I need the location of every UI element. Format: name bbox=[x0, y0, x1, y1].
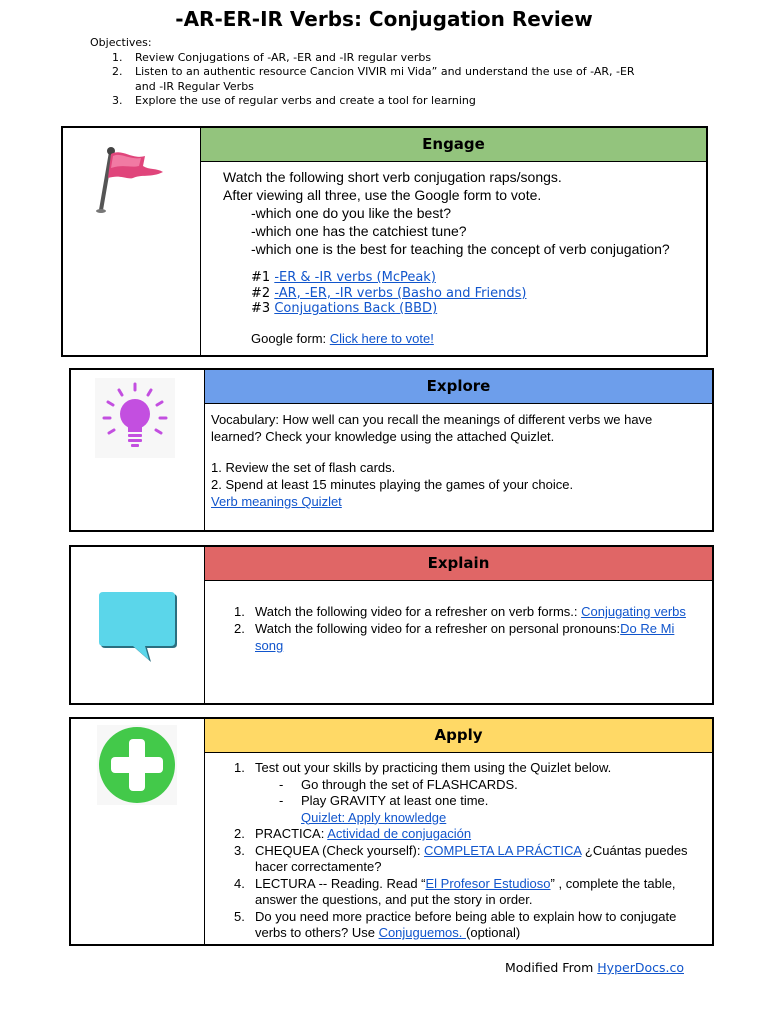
explain-icon-cell bbox=[71, 547, 205, 703]
apply-header: Apply bbox=[205, 719, 712, 753]
video-link-mcpeak[interactable]: -ER & -IR verbs (McPeak) bbox=[274, 270, 436, 285]
apply-subitem: - Play GRAVITY at least one time. bbox=[279, 793, 489, 808]
apply-subitem: - Go through the set of FLASHCARDS. bbox=[279, 776, 518, 792]
apply-section bbox=[69, 717, 714, 946]
apply-item: 5. Do you need more practice before being able to explain how to conjugate verbs to others? Use Conjuguemos. (optional) bbox=[234, 908, 677, 940]
page-title: -AR-ER-IR Verbs: Conjugation Review bbox=[175, 7, 593, 31]
explore-header: Explore bbox=[205, 370, 712, 404]
engage-line: Watch the following short verb conjugation raps/songs. bbox=[223, 169, 562, 185]
explore-content bbox=[205, 411, 712, 510]
explain-header: Explain bbox=[205, 547, 712, 581]
quizlet-apply-link[interactable]: Quizlet: Apply knowledge bbox=[301, 809, 447, 825]
explain-item: 1. Watch the following video for a refresher on verb forms.: Conjugating verbs bbox=[234, 604, 686, 619]
profesor-estudioso-link[interactable]: El Profesor Estudioso bbox=[425, 875, 551, 891]
google-form-row: Google form: Click here to vote! bbox=[251, 330, 434, 346]
explain-item: 2. Watch the following video for a refresher on personal pronouns:Do Re Mi song bbox=[234, 621, 675, 653]
conjugating-verbs-link[interactable]: Conjugating verbs bbox=[581, 604, 686, 619]
apply-content bbox=[205, 760, 712, 942]
actividad-link[interactable]: Actividad de conjugación bbox=[327, 826, 472, 841]
engage-content bbox=[201, 168, 706, 348]
speech-bubble-icon bbox=[97, 588, 177, 664]
footer: Modified From HyperDocs.co bbox=[505, 960, 684, 975]
video-link-basho[interactable]: -AR, -ER, -IR verbs (Basho and Friends) bbox=[274, 285, 527, 301]
apply-item: 4. LECTURA -- Reading. Read “El Profesor Estudioso” , complete the table, answer the questions, and put the story in order. bbox=[234, 875, 676, 907]
engage-section bbox=[61, 126, 708, 357]
objectives-label: Objectives: bbox=[90, 36, 152, 49]
explore-step: 1. Review the set of flash cards. bbox=[211, 460, 396, 475]
flag-icon bbox=[91, 138, 171, 218]
engage-question: -which one do you like the best? bbox=[251, 205, 452, 221]
objective-item: 1. Review Conjugations of -AR, -ER and -IR regular verbs bbox=[112, 50, 432, 64]
apply-item: 1. Test out your skills by practicing them using the Quizlet below. bbox=[234, 760, 612, 775]
completa-practica-link[interactable]: COMPLETA LA PRÁCTICA bbox=[424, 842, 582, 858]
conjuguemos-link[interactable]: Conjuguemos. bbox=[378, 925, 467, 940]
explain-content bbox=[205, 603, 712, 654]
objective-item: 2. Listen to an authentic resource Cancion VIVIR mi Vida” and understand the use of -AR, -ER and -IR Regular Verbs bbox=[112, 65, 635, 93]
video-row: #3 Conjugations Back (BBD) bbox=[251, 301, 438, 316]
video-row: #1 -ER & -IR verbs (McPeak) bbox=[251, 270, 436, 285]
apply-icon-cell bbox=[71, 719, 205, 944]
explore-section bbox=[69, 368, 714, 532]
do-re-mi-song-link[interactable]: Do Re Mi song bbox=[255, 621, 675, 653]
quizlet-verb-meanings-link[interactable]: Verb meanings Quizlet bbox=[211, 494, 342, 509]
engage-header: Engage bbox=[201, 128, 706, 162]
vote-link[interactable]: Click here to vote! bbox=[329, 330, 434, 346]
engage-icon-cell bbox=[63, 128, 201, 355]
engage-question: -which one is the best for teaching the concept of verb conjugation? bbox=[251, 241, 670, 257]
explore-step: 2. Spend at least 15 minutes playing the games of your choice. bbox=[211, 477, 574, 492]
objective-item: 3. Explore the use of regular verbs and create a tool for learning bbox=[112, 94, 476, 107]
hyperdocs-link[interactable]: HyperDocs.co bbox=[597, 960, 684, 975]
video-row: #2 -AR, -ER, -IR verbs (Basho and Friends) bbox=[251, 285, 527, 301]
objectives bbox=[90, 36, 695, 109]
apply-item: 3. CHEQUEA (Check yourself): COMPLETA LA PRÁCTICA ¿Cuántas puedes hacer correctamente? bbox=[234, 842, 688, 874]
engage-question: -which one has the catchiest tune? bbox=[251, 223, 467, 239]
lightbulb-icon bbox=[95, 378, 175, 458]
apply-item: 2. PRACTICA: Actividad de conjugación bbox=[234, 826, 472, 841]
plus-icon bbox=[97, 725, 177, 805]
explore-icon-cell bbox=[71, 370, 205, 530]
video-link-bbd[interactable]: Conjugations Back (BBD) bbox=[274, 301, 438, 316]
engage-line: After viewing all three, use the Google form to vote. bbox=[223, 187, 542, 203]
explore-intro: Vocabulary: How well can you recall the meanings of different verbs we have learned? Check your knowledge using the attached Quizlet. bbox=[211, 412, 653, 444]
explain-section bbox=[69, 545, 714, 705]
